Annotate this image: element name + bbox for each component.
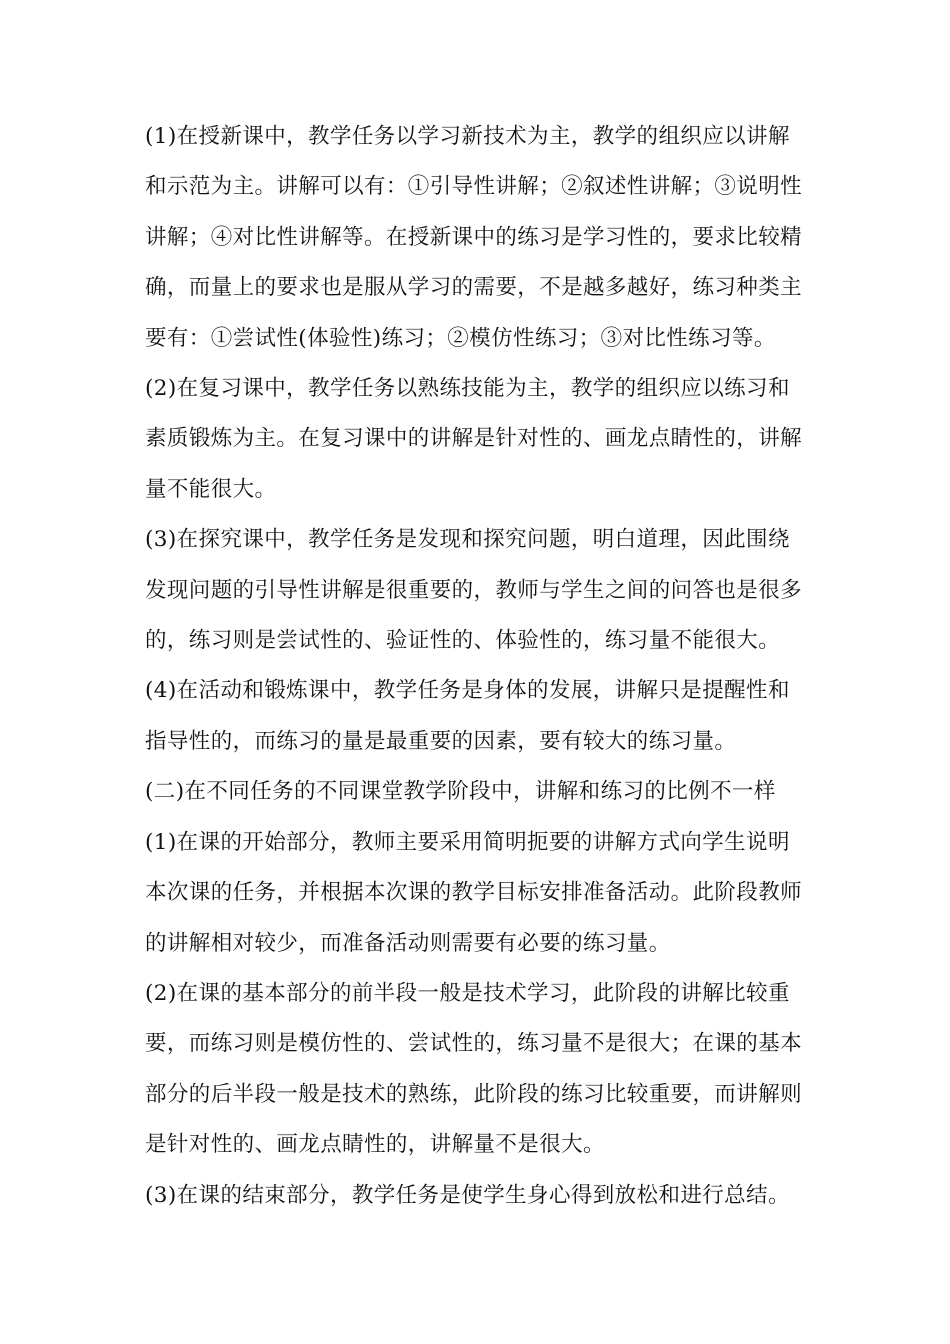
paragraph-inquiry-lesson <box>145 515 811 666</box>
text-line: 部分的后半段一般是技术的熟练，此阶段的练习比较重要，而讲解则 <box>145 1081 803 1107</box>
text-line: 讲解；④对比性讲解等。在授新课中的练习是学习性的，要求比较精 <box>145 224 803 250</box>
text-line: (1)在课的开始部分，教师主要采用简明扼要的讲解方式向学生说明 <box>145 829 790 855</box>
text-line: 的讲解相对较少，而准备活动则需要有必要的练习量。 <box>145 930 671 956</box>
paragraph-lesson-end <box>145 1171 811 1221</box>
text-line: 本次课的任务，并根据本次课的教学目标安排准备活动。此阶段教师 <box>145 880 803 906</box>
text-line: (2)在课的基本部分的前半段一般是技术学习，此阶段的讲解比较重 <box>145 980 790 1006</box>
text-line: 素质锻炼为主。在复习课中的讲解是针对性的、画龙点睛性的，讲解 <box>145 426 803 452</box>
paragraph-review-lesson <box>145 364 811 515</box>
document-body <box>145 112 811 1221</box>
text-line: 量不能很大。 <box>145 476 277 502</box>
paragraph-lesson-start <box>145 818 811 969</box>
text-line: 是针对性的、画龙点睛性的，讲解量不是很大。 <box>145 1132 605 1158</box>
text-line: 指导性的，而练习的量是最重要的因素，要有较大的练习量。 <box>145 728 737 754</box>
text-line: 和示范为主。讲解可以有：①引导性讲解；②叙述性讲解；③说明性 <box>145 174 803 200</box>
text-line: (3)在探究课中，教学任务是发现和探究问题，明白道理，因此围绕 <box>145 527 790 553</box>
text-line: (1)在授新课中，教学任务以学习新技术为主，教学的组织应以讲解 <box>145 124 790 149</box>
text-line: (二)在不同任务的不同课堂教学阶段中，讲解和练习的比例不一样 <box>145 779 776 805</box>
text-line: 要，而练习则是模仿性的、尝试性的，练习量不是很大；在课的基本 <box>145 1031 803 1057</box>
text-line: 的，练习则是尝试性的、验证性的、体验性的，练习量不能很大。 <box>145 628 781 654</box>
text-line: (2)在复习课中，教学任务以熟练技能为主，教学的组织应以练习和 <box>145 376 790 402</box>
paragraph-activity-lesson <box>145 666 811 767</box>
text-line: 要有：①尝试性(体验性)练习；②模仿性练习；③对比性练习等。 <box>145 325 776 351</box>
text-line: (4)在活动和锻炼课中，教学任务是身体的发展，讲解只是提醒性和 <box>145 678 790 704</box>
paragraph-new-lesson <box>145 112 811 364</box>
paragraph-lesson-main <box>145 969 811 1171</box>
text-line: 发现问题的引导性讲解是很重要的，教师与学生之间的问答也是很多 <box>145 577 803 603</box>
section-heading <box>145 767 811 817</box>
text-line: (3)在课的结束部分，教学任务是使学生身心得到放松和进行总结。 <box>145 1182 790 1208</box>
text-line: 确，而量上的要求也是服从学习的需要，不是越多越好，练习种类主 <box>145 275 803 301</box>
